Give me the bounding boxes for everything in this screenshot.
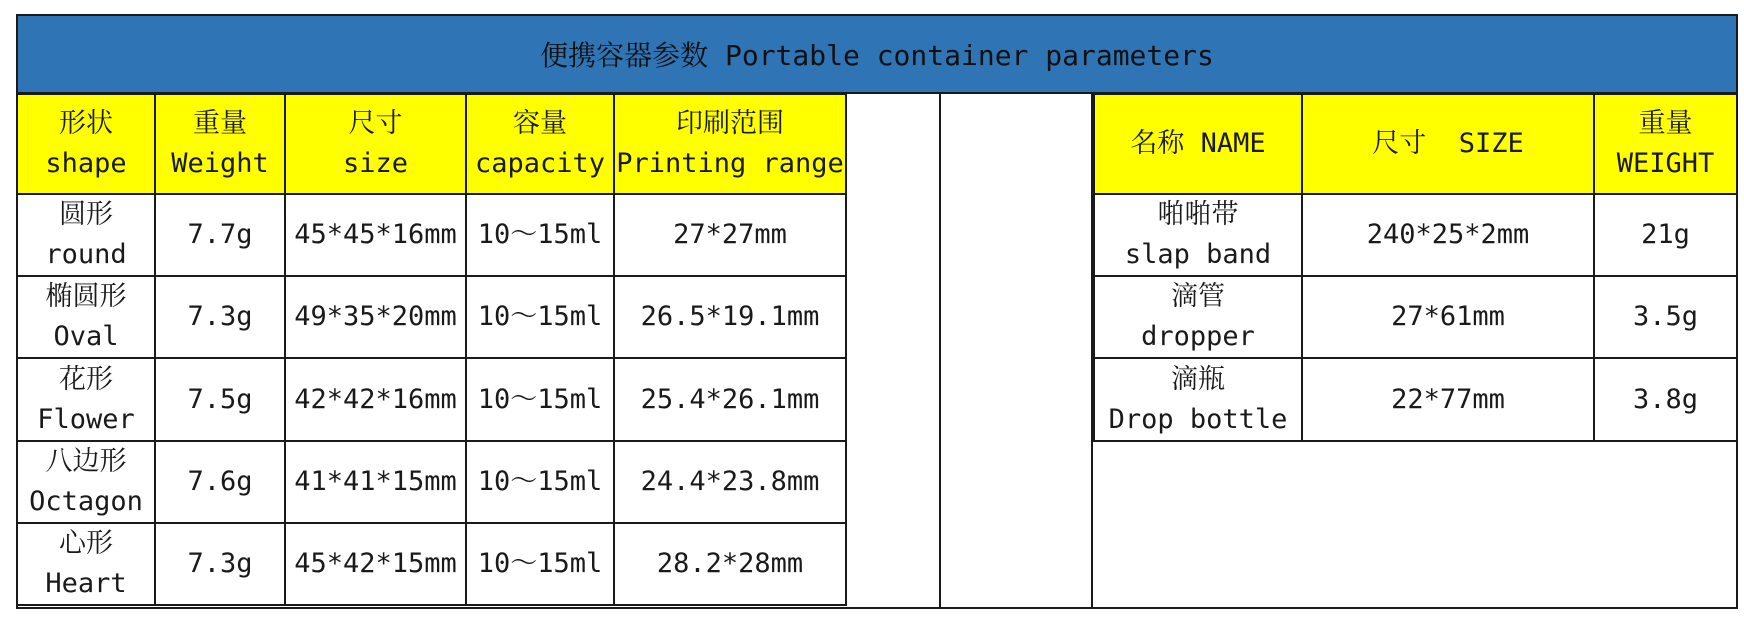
cell-size: 22*77mm <box>1302 358 1594 441</box>
cell-name: 滴管 dropper <box>1094 276 1302 358</box>
cell-size: 42*42*16mm <box>285 358 466 441</box>
spacer-column <box>939 93 1093 609</box>
header-size: 尺寸 size <box>285 94 466 194</box>
cell-shape: 心形 Heart <box>17 523 155 605</box>
header-weight: 重量 WEIGHT <box>1594 94 1737 194</box>
header-row <box>17 94 846 194</box>
cell-printing-range: 24.4*23.8mm <box>614 441 846 523</box>
table-row <box>17 276 846 358</box>
header-row <box>1094 94 1737 194</box>
cell-size: 240*25*2mm <box>1302 194 1594 276</box>
cell-shape: 椭圆形 Oval <box>17 276 155 358</box>
cell-printing-range: 26.5*19.1mm <box>614 276 846 358</box>
cell-capacity: 10～15ml <box>466 523 614 605</box>
cell-size: 45*42*15mm <box>285 523 466 605</box>
table-row <box>17 358 846 441</box>
table-row <box>17 441 846 523</box>
cell-name: 啪啪带 slap band <box>1094 194 1302 276</box>
cell-weight: 7.6g <box>155 441 285 523</box>
header-size: 尺寸 SIZE <box>1302 94 1594 194</box>
cell-weight: 7.5g <box>155 358 285 441</box>
header-capacity: 容量 capacity <box>466 94 614 194</box>
cell-weight: 3.8g <box>1594 358 1737 441</box>
cell-weight: 21g <box>1594 194 1737 276</box>
table-row <box>17 523 846 605</box>
cell-shape: 八边形 Octagon <box>17 441 155 523</box>
cell-printing-range: 25.4*26.1mm <box>614 358 846 441</box>
cell-capacity: 10～15ml <box>466 358 614 441</box>
header-printing-range: 印刷范围 Printing range <box>614 94 846 194</box>
cell-weight: 7.3g <box>155 276 285 358</box>
cell-weight: 3.5g <box>1594 276 1737 358</box>
table-row <box>1094 358 1737 441</box>
cell-weight: 7.7g <box>155 194 285 276</box>
cell-size: 49*35*20mm <box>285 276 466 358</box>
header-shape: 形状 shape <box>17 94 155 194</box>
cell-capacity: 10～15ml <box>466 276 614 358</box>
table-title: 便携容器参数 Portable container parameters <box>18 16 1736 94</box>
cell-shape: 圆形 round <box>17 194 155 276</box>
cell-capacity: 10～15ml <box>466 194 614 276</box>
header-weight: 重量 Weight <box>155 94 285 194</box>
cell-shape: 花形 Flower <box>17 358 155 441</box>
cell-weight: 7.3g <box>155 523 285 605</box>
cell-printing-range: 28.2*28mm <box>614 523 846 605</box>
cell-name: 滴瓶 Drop bottle <box>1094 358 1302 441</box>
cell-size: 41*41*15mm <box>285 441 466 523</box>
table-row <box>1094 194 1737 276</box>
header-name: 名称 NAME <box>1094 94 1302 194</box>
accessories-table <box>1093 93 1738 442</box>
cell-size: 27*61mm <box>1302 276 1594 358</box>
cell-printing-range: 27*27mm <box>614 194 846 276</box>
cell-size: 45*45*16mm <box>285 194 466 276</box>
cell-capacity: 10～15ml <box>466 441 614 523</box>
table-row <box>17 194 846 276</box>
table-row <box>1094 276 1737 358</box>
container-parameters-table <box>16 93 847 606</box>
